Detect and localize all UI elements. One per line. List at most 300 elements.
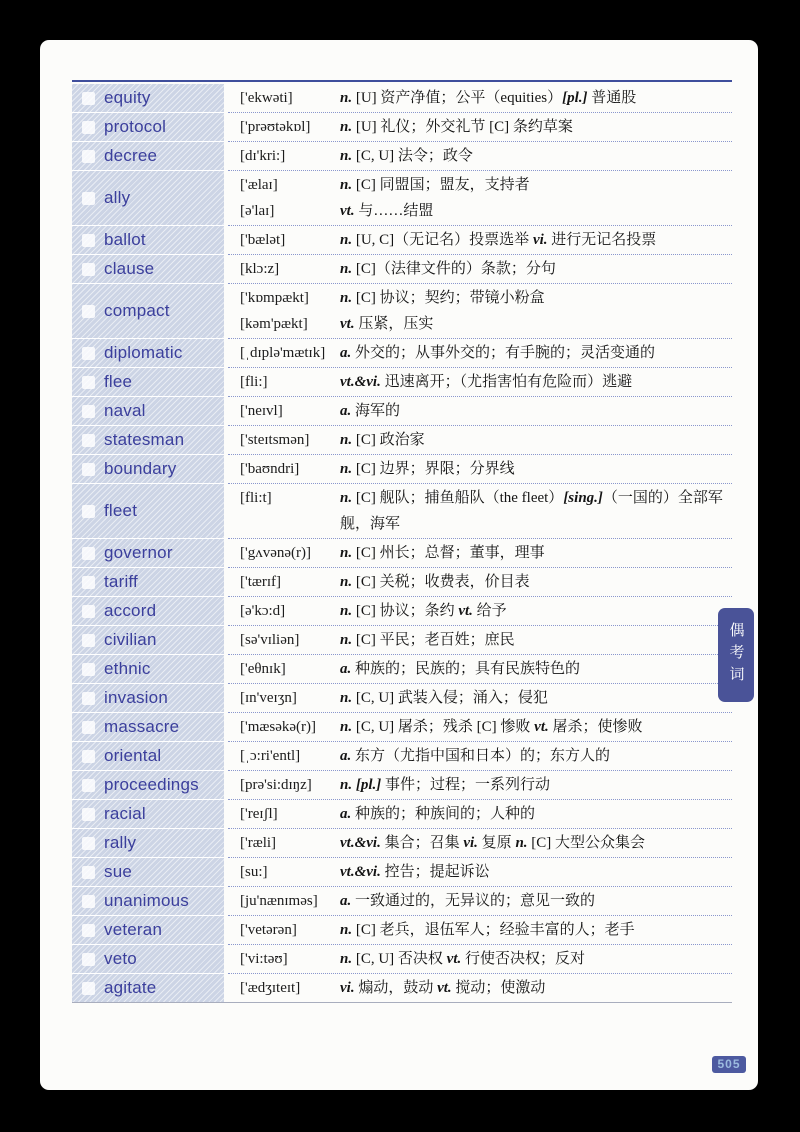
phonetic-label: ['bælət] <box>240 232 286 248</box>
definition-text <box>340 456 728 482</box>
definition-segment: 复原 <box>477 835 516 851</box>
table-row <box>72 742 732 771</box>
definition-segment: [C, U] 屠杀；残杀 [C] 惨败 <box>352 719 535 735</box>
definition-segment: 外交的；从事外交的；有手腕的；灵活变通的 <box>351 345 656 361</box>
definition-segment: 屠杀；使惨败 <box>548 719 643 735</box>
entry-line <box>240 485 728 537</box>
phonetic-label: ['ælaɪ] <box>240 177 278 193</box>
definition-cell <box>228 945 732 974</box>
phonetic-label: ['baʊndri] <box>240 461 300 477</box>
table-row <box>72 339 732 368</box>
part-of-speech: n. <box>340 177 353 193</box>
entry-line <box>240 172 728 198</box>
table-row <box>72 800 732 829</box>
word-label: flee <box>104 372 133 391</box>
word-label: tariff <box>104 572 138 591</box>
phonetic-label: [ˌdɪplə'mætɪk] <box>240 345 326 361</box>
bullet-square-icon <box>82 305 95 318</box>
definition-cell <box>228 771 732 800</box>
definition-cell <box>228 113 732 142</box>
definition-segment: 煽动，鼓动 <box>354 980 438 996</box>
table-row <box>72 829 732 858</box>
part-of-speech: n. <box>515 835 528 851</box>
word-label: accord <box>104 601 157 620</box>
word-label: fleet <box>104 501 138 520</box>
phonetic-label: ['ekwəti] <box>240 90 293 106</box>
definition-cell <box>228 684 732 713</box>
part-of-speech: n. <box>340 951 353 967</box>
bullet-square-icon <box>82 982 95 995</box>
part-of-speech: n. <box>340 690 353 706</box>
bullet-square-icon <box>82 750 95 763</box>
definition-text <box>340 656 728 682</box>
table-row <box>72 684 732 713</box>
entry-line <box>240 627 728 653</box>
part-of-speech: vt. <box>340 203 355 219</box>
table-row <box>72 113 732 142</box>
definition-segment: [C] 政治家 <box>352 432 425 448</box>
definition-segment: [C] 舰队；捕鱼船队（the fleet） <box>352 490 564 506</box>
table-row <box>72 455 732 484</box>
definition-text <box>340 627 728 653</box>
word-cell <box>72 226 224 255</box>
table-row <box>72 368 732 397</box>
definition-segment: [C] 大型公众集会 <box>527 835 646 851</box>
entry-line <box>240 85 728 111</box>
phonetic-label: ['reɪʃl] <box>240 806 278 822</box>
word-label: rally <box>104 833 137 852</box>
phonetic-label: ['prəʊtəkɒl] <box>240 119 311 135</box>
definition-text <box>340 172 728 198</box>
part-of-speech: n. <box>340 574 353 590</box>
part-of-speech: n. <box>340 545 353 561</box>
table-row <box>72 539 732 568</box>
entry-line <box>240 340 728 366</box>
definition-segment: 搅动；使激动 <box>451 980 546 996</box>
definition-segment: 集合；召集 <box>380 835 464 851</box>
entry-line <box>240 256 728 282</box>
definition-text <box>340 598 728 624</box>
definition-cell <box>228 284 732 339</box>
word-cell <box>72 626 224 655</box>
table-row <box>72 142 732 171</box>
vocab-table <box>72 80 732 1003</box>
phonetic-label: [ˌɔ:ri'entl] <box>240 748 301 764</box>
bullet-square-icon <box>82 837 95 850</box>
word-label: veteran <box>104 920 163 939</box>
definition-cell <box>228 368 732 397</box>
bullet-square-icon <box>82 663 95 676</box>
part-of-speech: a. <box>340 893 352 909</box>
phonetic-label: ['vi:təʊ] <box>240 951 288 967</box>
word-cell <box>72 800 224 829</box>
bullet-square-icon <box>82 192 95 205</box>
definition-cell <box>228 568 732 597</box>
definition-cell <box>228 887 732 916</box>
definition-segment: [C] 协议；条约 <box>352 603 459 619</box>
definition-cell <box>228 455 732 484</box>
page-number-badge <box>712 1056 746 1073</box>
part-of-speech: a. <box>340 403 352 419</box>
bullet-square-icon <box>82 895 95 908</box>
word-cell <box>72 829 224 858</box>
definition-text <box>340 398 728 424</box>
phonetic-label: [ɪn'veɪʒn] <box>240 690 297 706</box>
definition-cell <box>228 858 732 887</box>
word-label: decree <box>104 146 158 165</box>
definition-segment: [U] 资产净值；公平（equities） <box>352 90 563 106</box>
entry-line <box>240 859 728 885</box>
phonetic-label: [kəm'pækt] <box>240 316 308 332</box>
word-label: massacre <box>104 717 180 736</box>
part-of-speech: vt. <box>437 980 452 996</box>
word-label: proceedings <box>104 775 199 794</box>
entry-line <box>240 888 728 914</box>
bullet-square-icon <box>82 150 95 163</box>
part-of-speech: a. <box>340 345 352 361</box>
definition-segment: [C]（法律文件的）条款；分句 <box>352 261 556 277</box>
word-cell <box>72 171 224 226</box>
bullet-square-icon <box>82 405 95 418</box>
word-cell <box>72 858 224 887</box>
phonetic-label: [fli:t] <box>240 490 272 506</box>
part-of-speech: n. <box>340 603 353 619</box>
definition-text <box>340 285 728 311</box>
table-row <box>72 397 732 426</box>
definition-segment: [C] 州长；总督；董事，理事 <box>352 545 545 561</box>
word-cell <box>72 684 224 713</box>
word-label: invasion <box>104 688 168 707</box>
phonetic-label: ['steɪtsmən] <box>240 432 310 448</box>
table-row <box>72 713 732 742</box>
entry-line <box>240 801 728 827</box>
part-of-speech: vi. <box>340 980 355 996</box>
definition-text <box>340 917 728 943</box>
definition-cell <box>228 84 732 113</box>
definition-cell <box>228 255 732 284</box>
part-of-speech: n. <box>340 232 353 248</box>
bullet-square-icon <box>82 692 95 705</box>
definition-segment: 种族的；种族间的；人种的 <box>351 806 536 822</box>
definition-text <box>340 256 728 282</box>
definition-text <box>340 369 728 395</box>
word-cell <box>72 742 224 771</box>
table-row <box>72 568 732 597</box>
part-of-speech: n. <box>340 90 353 106</box>
entry-line <box>240 743 728 769</box>
part-of-speech: vi. <box>532 232 548 248</box>
bullet-square-icon <box>82 263 95 276</box>
definition-text <box>340 685 728 711</box>
phonetic-label: ['ædʒɪteɪt] <box>240 980 301 996</box>
word-cell <box>72 945 224 974</box>
word-cell <box>72 339 224 368</box>
entry-line <box>240 685 728 711</box>
table-row <box>72 426 732 455</box>
word-label: veto <box>104 949 137 968</box>
bullet-square-icon <box>82 505 95 518</box>
definition-segment: 给予 <box>472 603 507 619</box>
bullet-square-icon <box>82 463 95 476</box>
bullet-square-icon <box>82 779 95 792</box>
word-cell <box>72 974 224 1002</box>
word-label: clause <box>104 259 155 278</box>
definition-cell <box>228 916 732 945</box>
entry-line <box>240 540 728 566</box>
definition-cell <box>228 974 732 1002</box>
phonetic-label: ['neɪvl] <box>240 403 283 419</box>
word-cell <box>72 713 224 742</box>
word-label: equity <box>104 88 151 107</box>
entry-line <box>240 569 728 595</box>
entry-line <box>240 772 728 798</box>
phonetic-label: ['gʌvənə(r)] <box>240 545 311 561</box>
definition-segment: [C] 老兵，退伍军人；经验丰富的人；老手 <box>352 922 635 938</box>
definition-segment: [C] 边界；界限；分界线 <box>352 461 515 477</box>
phonetic-label: [fli:] <box>240 374 268 390</box>
word-cell <box>72 655 224 684</box>
entry-line <box>240 285 728 311</box>
word-cell <box>72 284 224 339</box>
definition-segment: 控告；提起诉讼 <box>380 864 490 880</box>
bullet-square-icon <box>82 576 95 589</box>
definition-cell <box>228 142 732 171</box>
phonetic-label: ['eθnɪk] <box>240 661 286 677</box>
definition-cell <box>228 171 732 226</box>
part-of-speech: vt.&vi. <box>340 374 381 390</box>
definition-segment: [C] 同盟国；盟友，支持者 <box>352 177 530 193</box>
word-label: protocol <box>104 117 167 136</box>
word-label: sue <box>104 862 133 881</box>
entry-line <box>240 227 728 253</box>
definition-cell <box>228 397 732 426</box>
word-cell <box>72 597 224 626</box>
definition-segment: 进行无记名投票 <box>547 232 657 248</box>
definition-segment: 迅速离开；（尤指害怕有危险而）逃避 <box>380 374 633 390</box>
part-of-speech: [pl.] <box>355 777 382 793</box>
definition-cell <box>228 226 732 255</box>
phonetic-label: [prə'si:dɪŋz] <box>240 777 312 793</box>
table-row <box>72 255 732 284</box>
entry-line <box>240 143 728 169</box>
definition-text <box>340 946 728 972</box>
definition-text <box>340 743 728 769</box>
part-of-speech: n. <box>340 719 353 735</box>
part-of-speech: n. <box>340 922 353 938</box>
part-of-speech: [pl.] <box>562 90 588 106</box>
part-of-speech: vt. <box>446 951 462 967</box>
part-of-speech: a. <box>340 748 352 764</box>
table-row <box>72 858 732 887</box>
word-cell <box>72 771 224 800</box>
definition-text <box>340 714 728 740</box>
definition-cell <box>228 426 732 455</box>
phonetic-label: [su:] <box>240 864 268 880</box>
phonetic-label: ['ræli] <box>240 835 277 851</box>
definition-text <box>340 569 728 595</box>
bullet-square-icon <box>82 234 95 247</box>
definition-cell <box>228 626 732 655</box>
phonetic-label: ['vetərən] <box>240 922 297 938</box>
bullet-square-icon <box>82 121 95 134</box>
table-row <box>72 484 732 539</box>
phonetic-label: ['kɒmpækt] <box>240 290 309 306</box>
definition-text <box>340 485 728 537</box>
definition-cell <box>228 597 732 626</box>
word-cell <box>72 368 224 397</box>
word-label: statesman <box>104 430 185 449</box>
word-label: civilian <box>104 630 157 649</box>
table-row <box>72 626 732 655</box>
definition-segment: [C, U] 法令；政令 <box>352 148 473 164</box>
definition-segment: [U] 礼仪；外交礼节 [C] 条约草案 <box>352 119 573 135</box>
part-of-speech: n. <box>340 632 353 648</box>
definition-segment: 行使否决权；反对 <box>461 951 586 967</box>
definition-text <box>340 143 728 169</box>
definition-segment: 压紧，压实 <box>354 316 434 332</box>
definition-text <box>340 830 728 856</box>
word-label: compact <box>104 301 170 320</box>
part-of-speech: n. <box>340 490 353 506</box>
part-of-speech: n. <box>340 290 353 306</box>
bullet-square-icon <box>82 634 95 647</box>
entry-line <box>240 198 728 224</box>
table-row <box>72 226 732 255</box>
entry-line <box>240 656 728 682</box>
entry-line <box>240 975 728 1001</box>
definition-segment: [C, U] 否决权 <box>352 951 447 967</box>
part-of-speech: a. <box>340 806 352 822</box>
definition-text <box>340 427 728 453</box>
definition-segment: 普通股 <box>587 90 637 106</box>
word-cell <box>72 142 224 171</box>
entry-line <box>240 427 728 453</box>
part-of-speech: n. <box>340 261 353 277</box>
page-number: 505 <box>717 1057 741 1071</box>
word-label: racial <box>104 804 146 823</box>
part-of-speech: vt. <box>458 603 473 619</box>
bullet-square-icon <box>82 92 95 105</box>
word-label: governor <box>104 543 173 562</box>
entry-line <box>240 398 728 424</box>
part-of-speech: a. <box>340 661 352 677</box>
definition-segment: [C] 协议；契约；带镜小粉盒 <box>352 290 545 306</box>
definition-segment: 东方（尤指中国和日本）的；东方人的 <box>351 748 611 764</box>
bullet-square-icon <box>82 605 95 618</box>
word-cell <box>72 255 224 284</box>
word-label: boundary <box>104 459 177 478</box>
table-row <box>72 945 732 974</box>
part-of-speech: vt. <box>534 719 549 735</box>
definition-segment: 事件；过程；一系列行动 <box>381 777 551 793</box>
phonetic-label: [sə'vɪliən] <box>240 632 300 648</box>
definition-text <box>340 540 728 566</box>
chapter-side-tab <box>718 608 754 702</box>
definition-segment: 种族的；民族的；具有民族特色的 <box>351 661 581 677</box>
definition-text <box>340 198 728 224</box>
definition-text <box>340 888 728 914</box>
table-row <box>72 916 732 945</box>
part-of-speech: n. <box>340 777 353 793</box>
table-row <box>72 84 732 113</box>
phonetic-label: [klɔ:z] <box>240 261 280 277</box>
entry-line <box>240 714 728 740</box>
word-label: diplomatic <box>104 343 183 362</box>
part-of-speech: vt.&vi. <box>340 864 381 880</box>
table-row <box>72 171 732 226</box>
word-label: agitate <box>104 978 157 997</box>
phonetic-label: [dɪ'kri:] <box>240 148 286 164</box>
entry-line <box>240 311 728 337</box>
definition-cell <box>228 539 732 568</box>
phonetic-label: [ə'laɪ] <box>240 203 275 219</box>
definition-cell <box>228 742 732 771</box>
part-of-speech: n. <box>340 461 353 477</box>
definition-segment: （一国的）全部军舰，海军 <box>340 490 723 532</box>
word-cell <box>72 916 224 945</box>
definition-text <box>340 114 728 140</box>
definition-segment: [C] 关税；收费表，价目表 <box>352 574 530 590</box>
part-of-speech: n. <box>340 148 353 164</box>
part-of-speech: n. <box>340 119 353 135</box>
bullet-square-icon <box>82 721 95 734</box>
table-row <box>72 655 732 684</box>
bullet-square-icon <box>82 434 95 447</box>
entry-line <box>240 830 728 856</box>
bullet-square-icon <box>82 547 95 560</box>
entry-line <box>240 946 728 972</box>
word-cell <box>72 484 224 539</box>
definition-segment: [C, U] 武装入侵；涌入；侵犯 <box>352 690 548 706</box>
word-label: unanimous <box>104 891 189 910</box>
definition-segment: 海军的 <box>351 403 401 419</box>
definition-text <box>340 772 728 798</box>
entry-line <box>240 369 728 395</box>
word-label: oriental <box>104 746 162 765</box>
phonetic-label: [ə'kɔ:d] <box>240 603 286 619</box>
word-label: naval <box>104 401 146 420</box>
part-of-speech: n. <box>340 432 353 448</box>
table-row <box>72 771 732 800</box>
bullet-square-icon <box>82 924 95 937</box>
word-cell <box>72 84 224 113</box>
word-label: ethnic <box>104 659 151 678</box>
phonetic-label: ['mæsəkə(r)] <box>240 719 317 735</box>
word-cell <box>72 113 224 142</box>
word-cell <box>72 539 224 568</box>
definition-text <box>340 340 728 366</box>
word-cell <box>72 397 224 426</box>
definition-cell <box>228 484 732 539</box>
definition-cell <box>228 713 732 742</box>
definition-segment: 一致通过的，无异议的；意见一致的 <box>351 893 596 909</box>
word-cell <box>72 455 224 484</box>
phonetic-label: ['tærɪf] <box>240 574 282 590</box>
table-row <box>72 597 732 626</box>
part-of-speech: vt. <box>340 316 355 332</box>
definition-text <box>340 859 728 885</box>
entry-line <box>240 456 728 482</box>
part-of-speech: vt.&vi. <box>340 835 381 851</box>
definition-text <box>340 801 728 827</box>
part-of-speech: [sing.] <box>563 490 603 506</box>
definition-cell <box>228 655 732 684</box>
entry-line <box>240 917 728 943</box>
word-label: ballot <box>104 230 146 249</box>
definition-cell <box>228 829 732 858</box>
bullet-square-icon <box>82 953 95 966</box>
word-cell <box>72 568 224 597</box>
